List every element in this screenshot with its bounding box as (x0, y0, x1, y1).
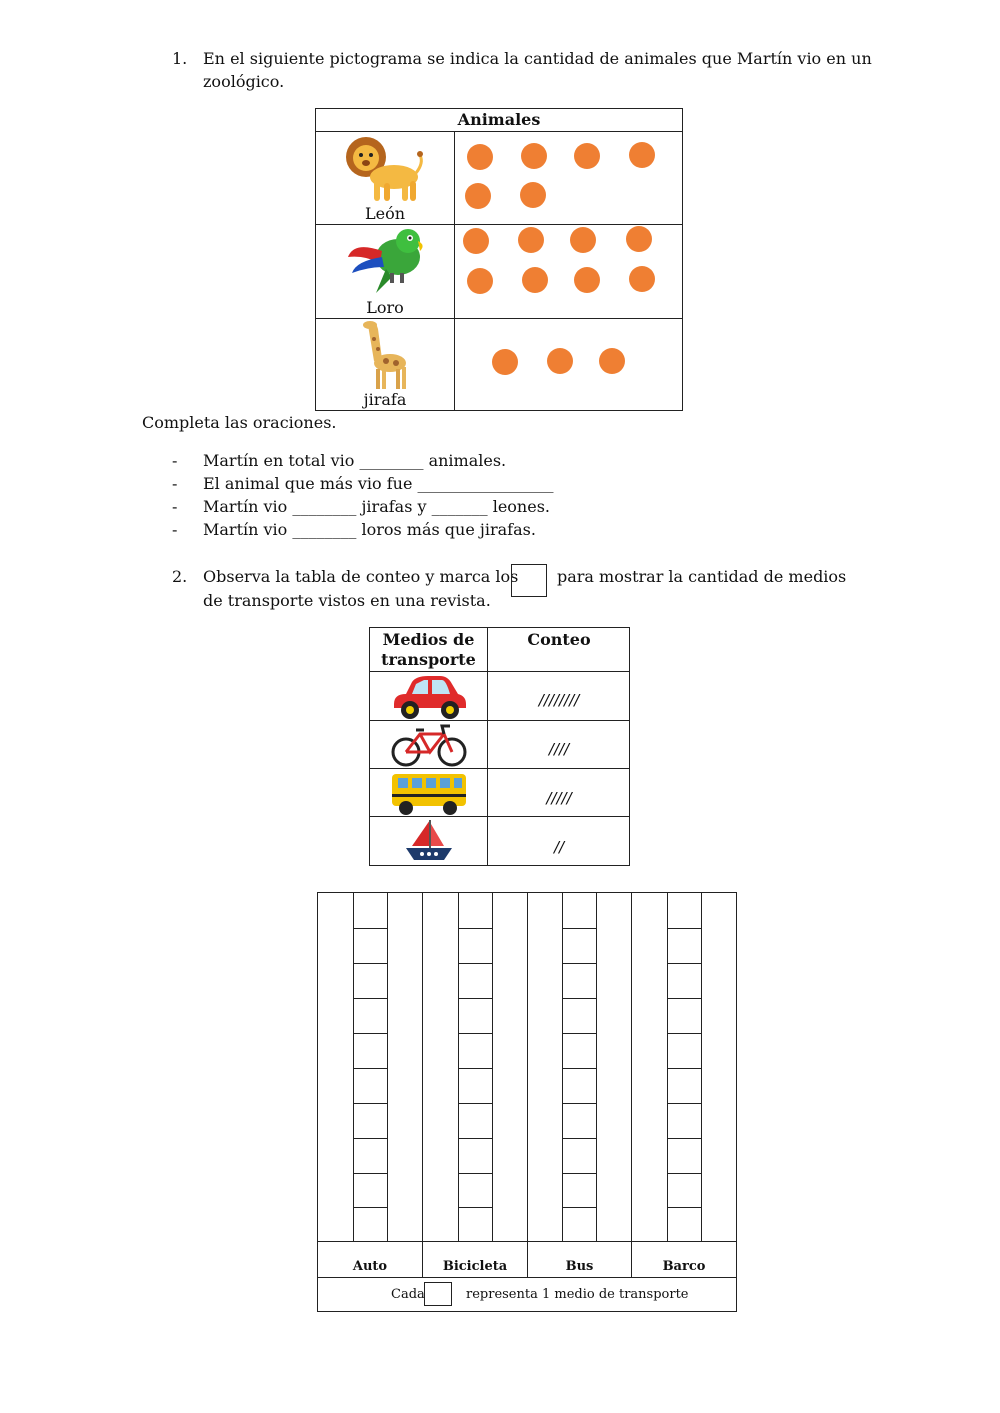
category-label-barco: Barco (662, 1259, 706, 1274)
tally-header-count: Conteo (527, 630, 591, 649)
q1-text-line1: En el siguiente pictograma se indica la cantidad de animales que Martín vio en un (203, 49, 872, 68)
bar-column-bus (562, 893, 597, 1241)
sentence-2: El animal que más vio fue _________________ (203, 474, 554, 493)
pictogram-dot (518, 227, 544, 253)
pictogram-dot (522, 267, 548, 293)
pictogram-dot (629, 142, 655, 168)
bar-column-barco (667, 893, 702, 1241)
bar-column-bicicleta (458, 893, 493, 1241)
giraffe-icon (360, 319, 410, 391)
boat-icon (404, 818, 454, 864)
pictogram-dot (492, 349, 518, 375)
q2-text-line2: de transporte vistos en una revista. (203, 591, 491, 610)
footer-text-b: representa 1 medio de transporte (466, 1287, 689, 1302)
animal-label-lion: León (364, 204, 406, 223)
tally-marks-bicycle: //// (548, 740, 570, 758)
tally-table (369, 627, 630, 866)
category-label-bus: Bus (565, 1259, 594, 1274)
footer-unit-box (424, 1282, 452, 1306)
pictogram-dot (467, 144, 493, 170)
q1-number: 1. (172, 49, 188, 68)
pictogram-dot (521, 143, 547, 169)
q2-text-b: para mostrar la cantidad de medios (557, 567, 847, 586)
pictogram-dot (626, 226, 652, 252)
pictogram-dot (599, 348, 625, 374)
sentence-3: Martín vio ________ jirafas y _______ leones. (203, 497, 550, 516)
pictogram-dot (629, 266, 655, 292)
pictogram-dot (467, 268, 493, 294)
pictogram-dot (465, 183, 491, 209)
bullet: - (172, 497, 178, 516)
complete-title: Completa las oraciones. (142, 413, 337, 432)
bullet: - (172, 520, 178, 539)
bar-column-auto (353, 893, 388, 1241)
pictogram-dot (574, 267, 600, 293)
bicycle-icon (390, 722, 468, 768)
sentence-4: Martín vio ________ loros más que jirafas. (203, 520, 536, 539)
tally-marks-boat: // (553, 838, 565, 856)
footer-text-a: Cada (391, 1287, 425, 1302)
sentence-1: Martín en total vio ________ animales. (203, 451, 507, 470)
tally-header-transport: Medios de transporte (381, 630, 476, 669)
transport-bar-grid (317, 892, 737, 1312)
tally-marks-bus: ///// (546, 789, 572, 807)
q2-number: 2. (172, 567, 188, 586)
q1-text-line2: zoológico. (203, 72, 285, 91)
pictogram-dot (547, 348, 573, 374)
car-icon (388, 674, 470, 720)
bus-icon (388, 770, 470, 816)
pictogram-row-lion (316, 131, 682, 225)
category-label-bicicleta: Bicicleta (442, 1259, 508, 1274)
animal-label-giraffe: jirafa (363, 390, 407, 409)
pictogram-dot (520, 182, 546, 208)
category-label-auto: Auto (352, 1259, 388, 1274)
animal-label-parrot: Loro (366, 298, 404, 317)
checkbox-example (511, 564, 547, 597)
pictogram-header: Animales (316, 109, 682, 132)
q2-text-a: Observa la tabla de conteo y marca los (203, 567, 519, 586)
pictogram-dot (574, 143, 600, 169)
bullet: - (172, 451, 178, 470)
pictogram-row-parrot (316, 225, 682, 319)
tally-marks-car: //////// (538, 691, 580, 709)
pictogram-dot (570, 227, 596, 253)
bullet: - (172, 474, 178, 493)
lion-icon (344, 133, 426, 205)
pictogram-row-giraffe (316, 319, 682, 410)
pictogram-dot (463, 228, 489, 254)
animal-pictogram-table (315, 108, 683, 411)
parrot-icon (346, 227, 426, 295)
